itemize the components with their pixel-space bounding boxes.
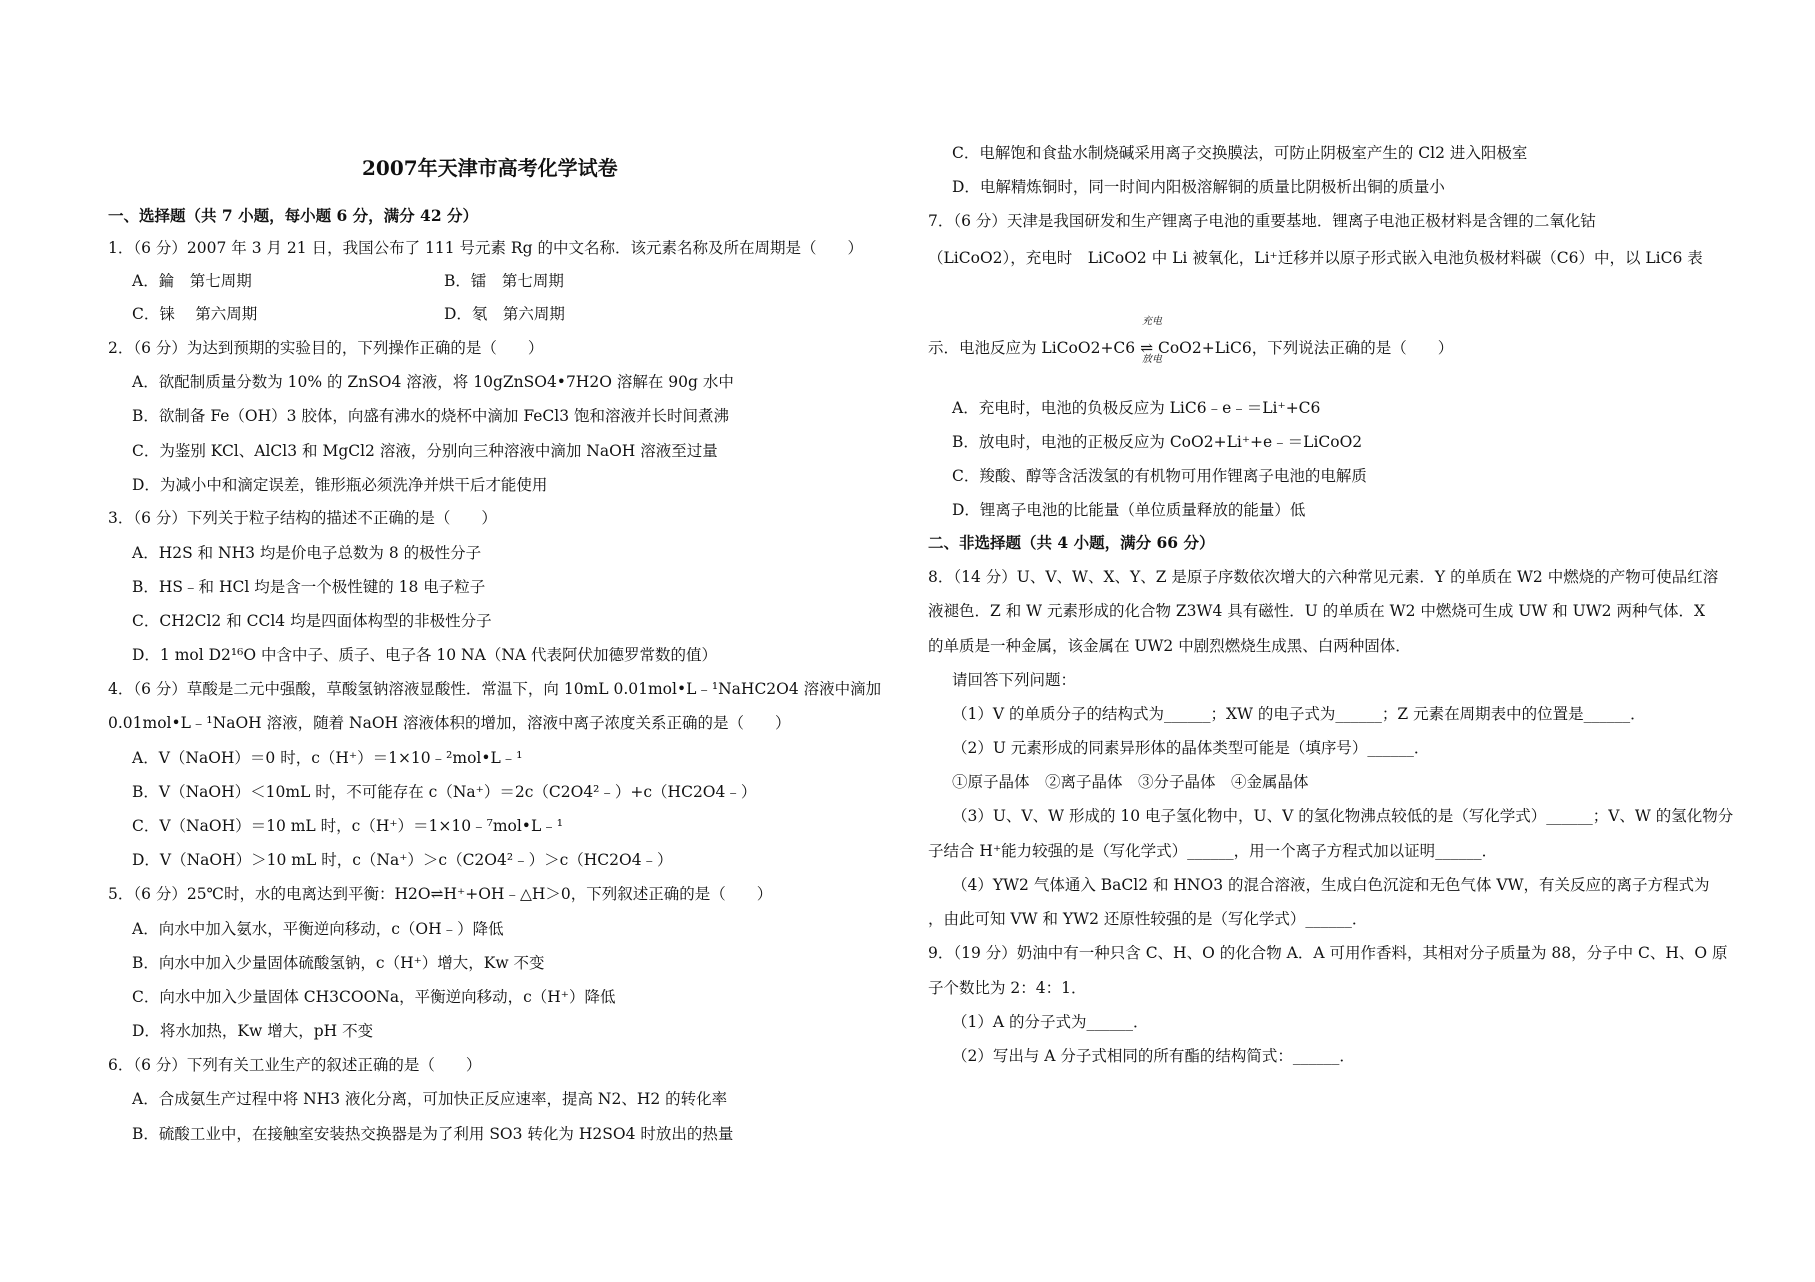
left-line: C．CH2Cl2 和 CCl4 均是四面体构型的非极性分子 [132, 612, 492, 630]
right-line: （4）YW2 气体通入 BaCl2 和 HNO3 的混合溶液，生成白色沉淀和无色气体 VW，有关反应的离子方程式为 [952, 876, 1710, 894]
right-line: （2）写出与 A 分子式相同的所有酯的结构简式：______． [952, 1047, 1355, 1065]
left-line: A．錀 第七周期 [132, 272, 252, 290]
arrow-label-discharge: 放电 [1142, 354, 1162, 365]
right-line: （LiCoO2），充电时 LiCoO2 中 Li 被氧化，Li⁺迁移并以原子形式嵌入电池负极材料碳（C6）中，以 LiC6 表 [928, 249, 1703, 267]
left-line: A．向水中加入氨水，平衡逆向移动，c（OH﹣）降低 [132, 920, 504, 938]
left-line: C．向水中加入少量固体 CH3COONa，平衡逆向移动，c（H⁺）降低 [132, 988, 616, 1006]
left-line: 0.01mol•L﹣¹NaOH 溶液，随着 NaOH 溶液体积的增加，溶液中离子浓度关系正确的是（ ） [108, 714, 791, 732]
right-line: ①原子晶体 ②离子晶体 ③分子晶体 ④金属晶体 [952, 773, 1309, 791]
left-line: A．V（NaOH）＝0 时，c（H⁺）＝1×10﹣²mol•L﹣¹ [132, 749, 523, 767]
page-title: 2007年天津市高考化学试卷 [362, 156, 618, 180]
left-line: B．HS﹣和 HCl 均是含一个极性键的 18 电子粒子 [132, 578, 486, 596]
left-line: A．合成氨生产过程中将 NH3 液化分离，可加快正反应速率，提高 N2、H2 的转化率 [132, 1090, 728, 1108]
right-line: D．电解精炼铜时，同一时间内阳极溶解铜的质量比阴极析出铜的质量小 [952, 178, 1445, 196]
right-line: 子个数比为 2：4：1． [928, 979, 1087, 997]
left-line: D．为减小中和滴定误差，锥形瓶必须洗净并烘干后才能使用 [132, 476, 548, 494]
left-line: 5．（6 分）25℃时，水的电离达到平衡：H2O⇌H⁺+OH﹣△H＞0，下列叙述正确的是（ ） [108, 885, 773, 903]
right-line: （3）U、V、W 形成的 10 电子氢化物中，U、V 的氢化物沸点较低的是（写化学式）______；V、W 的氢化物分 [952, 807, 1734, 825]
right-line: （2）U 元素形成的同素异形体的晶体类型可能是（填序号）______． [952, 739, 1430, 757]
left-line: 3．（6 分）下列关于粒子结构的描述不正确的是（ ） [108, 509, 497, 527]
left-line: 4．（6 分）草酸是二元中强酸，草酸氢钠溶液显酸性．常温下，向 10mL 0.01mol•L﹣¹NaHC2O4 溶液中滴加 [108, 680, 882, 698]
left-line: B．欲制备 Fe（OH）3 胶体，向盛有沸水的烧杯中滴加 FeCl3 饱和溶液并长时间煮沸 [132, 407, 730, 425]
right-line: D．锂离子电池的比能量（单位质量释放的能量）低 [952, 501, 1306, 519]
right-line: A．充电时，电池的负极反应为 LiC6﹣e﹣＝Li⁺+C6 [952, 399, 1321, 417]
right-line: 7．（6 分）天津是我国研发和生产锂离子电池的重要基地．锂离子电池正极材料是含锂的二氧化钴 [928, 212, 1596, 230]
left-line: D．1 mol D2¹⁶O 中含中子、质子、电子各 10 NA（NA 代表阿伏加德罗常数的值） [132, 646, 717, 664]
left-line: B．硫酸工业中，在接触室安装热交换器是为了利用 SO3 转化为 H2SO4 时放出的热量 [132, 1125, 734, 1143]
left-line: C．V（NaOH）＝10 mL 时，c（H⁺）＝1×10﹣⁷mol•L﹣¹ [132, 817, 563, 835]
left-line: 1．（6 分）2007 年 3 月 21 日，我国公布了 111 号元素 Rg 的中文名称．该元素名称及所在周期是（ ） [108, 239, 863, 257]
option-1d: D．氡 第六周期 [444, 305, 565, 323]
right-line: 9．（19 分）奶油中有一种只含 C、H、O 的化合物 A．A 可用作香料，其相对分子质量为 88，分子中 C、H、O 原 [928, 944, 1728, 962]
right-line: C．电解饱和食盐水制烧碱采用离子交换膜法，可防止阴极室产生的 Cl2 进入阳极室 [952, 144, 1528, 162]
left-line: C．铼 第六周期 [132, 305, 258, 323]
right-line: C．羧酸、醇等含活泼氢的有机物可用作锂离子电池的电解质 [952, 467, 1367, 485]
left-line: A．H2S 和 NH3 均是价电子总数为 8 的极性分子 [132, 544, 482, 562]
arrow-label-charge: 充电 [1142, 316, 1162, 327]
right-line: 示．电池反应为 LiCoO2+C6 ⇌ CoO2+LiC6，下列说法正确的是（ ） [928, 339, 1454, 357]
option-1b: B．镭 第七周期 [444, 272, 564, 290]
right-line: B．放电时，电池的正极反应为 CoO2+Li⁺+e﹣＝LiCoO2 [952, 433, 1363, 451]
right-line: 的单质是一种金属，该金属在 UW2 中剧烈燃烧生成黑、白两种固体． [928, 637, 1411, 655]
right-line: ，由此可知 VW 和 YW2 还原性较强的是（写化学式）______． [928, 910, 1368, 928]
left-line: 6．（6 分）下列有关工业生产的叙述正确的是（ ） [108, 1056, 482, 1074]
right-line: 8．（14 分）U、V、W、X、Y、Z 是原子序数依次增大的六种常见元素．Y 的单质在 W2 中燃烧的产物可使品红溶 [928, 568, 1719, 586]
right-line: 二、非选择题（共 4 小题，满分 66 分） [928, 533, 1215, 552]
left-line: B．向水中加入少量固体硫酸氢钠，c（H⁺）增大，Kw 不变 [132, 954, 545, 972]
right-line: 请回答下列问题： [952, 671, 1077, 689]
left-line: C．为鉴别 KCl、AlCl3 和 MgCl2 溶液，分别向三种溶液中滴加 NaOH 溶液至过量 [132, 442, 718, 460]
left-line: D．将水加热，Kw 增大，pH 不变 [132, 1022, 374, 1040]
left-line: 2．（6 分）为达到预期的实验目的，下列操作正确的是（ ） [108, 339, 544, 357]
right-line: 子结合 H⁺能力较强的是（写化学式）______，用一个离子方程式加以证明______． [928, 842, 1498, 860]
left-line: D．V（NaOH）＞10 mL 时，c（Na⁺）＞c（C2O4²﹣）＞c（HC2O4﹣） [132, 851, 673, 869]
left-line: 一、选择题（共 7 小题，每小题 6 分，满分 42 分） [108, 206, 479, 225]
left-line: A．欲配制质量分数为 10% 的 ZnSO4 溶液，将 10gZnSO4•7H2O 溶解在 90g 水中 [132, 373, 734, 391]
right-line: （1）A 的分子式为______． [952, 1013, 1149, 1031]
left-line: B．V（NaOH）＜10mL 时，不可能存在 c（Na⁺）＝2c（C2O4²﹣）+c（HC2O4﹣） [132, 783, 757, 801]
right-line: （1）V 的单质分子的结构式为______；XW 的电子式为______；Z 元素在周期表中的位置是______． [952, 705, 1646, 723]
right-line: 液褪色．Z 和 W 元素形成的化合物 Z3W4 具有磁性．U 的单质在 W2 中燃烧可生成 UW 和 UW2 两种气体．X [928, 602, 1705, 620]
